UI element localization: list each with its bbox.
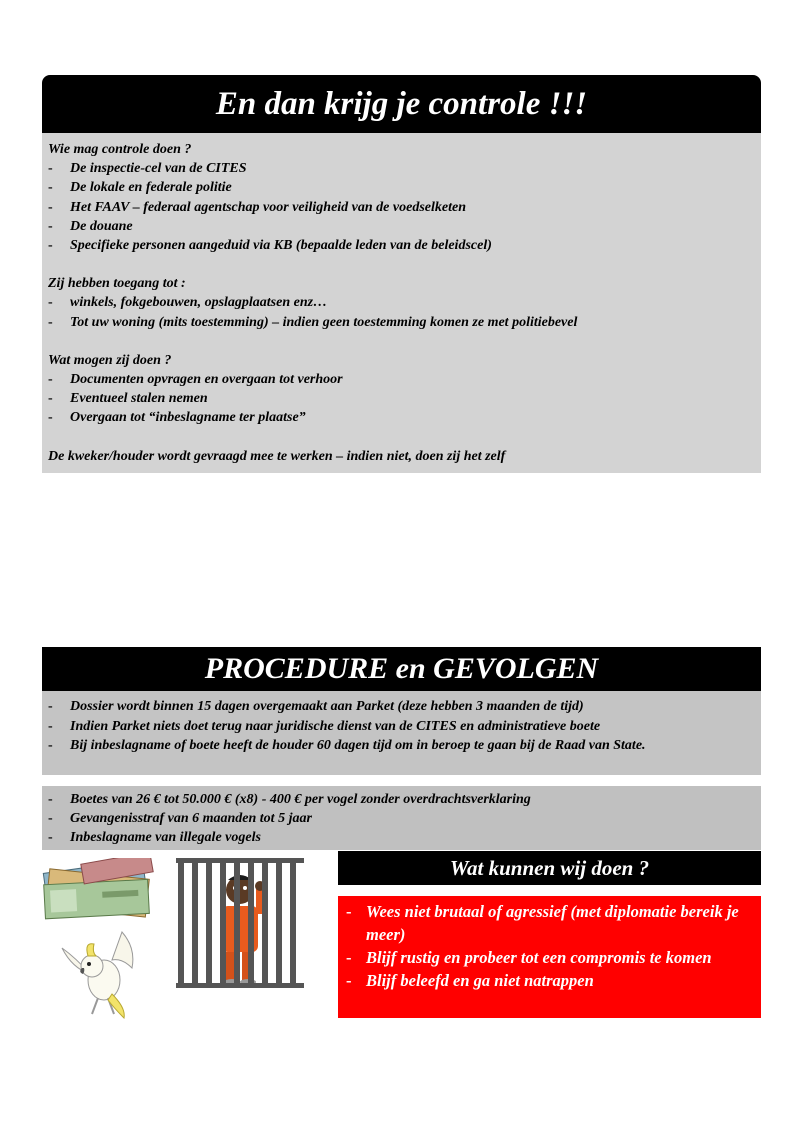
list-item: - Boetes van 26 € tot 50.000 € (x8) - 400 € per vogel zonder overdrachtsverklaring — [48, 790, 755, 809]
advice-list — [346, 900, 751, 992]
list-item: - Eventueel stalen nemen — [48, 389, 755, 408]
list-item: - Bij inbeslagname of boete heeft de houder 60 dagen tijd om in beroep te gaan bij de Raad van State. — [48, 736, 755, 756]
list-item: - Inbeslagname van illegale vogels — [48, 828, 755, 847]
may-list — [48, 370, 755, 428]
who-list — [48, 159, 755, 255]
list-item: - Dossier wordt binnen 15 dagen overgemaakt aan Parket (deze hebben 3 maanden de tijd) — [48, 697, 755, 717]
consequences-list — [48, 790, 755, 847]
list-item: - Indien Parket niets doet terug naar juridische dienst van de CITES en administratieve boete — [48, 717, 755, 737]
list-item: - winkels, fokgebouwen, opslagplaatsen enz… — [48, 293, 755, 312]
may-heading: Wat mogen zij doen ? — [48, 352, 172, 368]
what-can-we-do-body — [338, 896, 761, 1018]
access-list — [48, 293, 755, 331]
list-item: - Gevangenisstraf van 6 maanden tot 5 jaar — [48, 809, 755, 828]
list-item: - De lokale en federale politie — [48, 178, 755, 197]
procedure-section-body — [42, 691, 761, 775]
control-section-body — [42, 133, 761, 473]
list-item: - De inspectie-cel van de CITES — [48, 159, 755, 178]
list-item: - De douane — [48, 217, 755, 236]
list-item: - Blijf rustig en probeer tot een compromis te komen — [346, 946, 751, 969]
access-heading: Zij hebben toegang tot : — [48, 276, 186, 292]
cockatoo-icon — [52, 928, 148, 1020]
list-item: - Documenten opvragen en overgaan tot verhoor — [48, 370, 755, 389]
list-item: - Het FAAV – federaal agentschap voor veiligheid van de voedselketen — [48, 198, 755, 217]
consequences-panel — [42, 786, 761, 850]
control-section-title: En dan krijg je controle !!! — [42, 75, 761, 133]
list-item: - Overgaan tot “inbeslagname ter plaatse” — [48, 408, 755, 427]
procedure-section-title: PROCEDURE en GEVOLGEN — [42, 647, 761, 691]
list-item: - Tot uw woning (mits toestemming) – indien geen toestemming komen ze met politiebevel — [48, 313, 755, 332]
closing-note: De kweker/houder wordt gevraagd mee te werken – indien niet, doen zij het zelf — [48, 448, 506, 464]
prisoner-icon — [176, 858, 304, 988]
list-item: - Blijf beleefd en ga niet natrappen — [346, 969, 751, 992]
list-item: - Specifieke personen aangeduid via KB (bepaalde leden van de beleidscel) — [48, 236, 755, 255]
procedure-list — [48, 697, 755, 756]
what-can-we-do-title: Wat kunnen wij doen ? — [338, 851, 761, 885]
who-heading: Wie mag controle doen ? — [48, 142, 192, 157]
list-item: - Wees niet brutaal of agressief (met diplomatie bereik je meer) — [346, 900, 751, 946]
banknotes-icon — [42, 858, 154, 920]
